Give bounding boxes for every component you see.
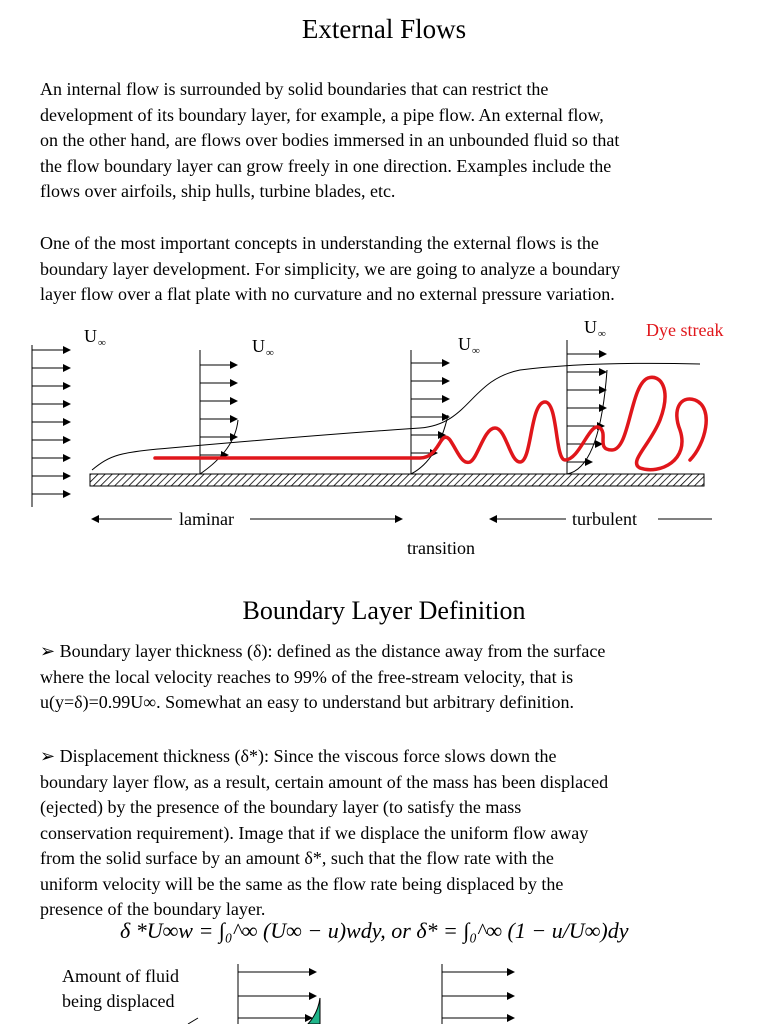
- displaced-area-shade: [308, 998, 320, 1024]
- section-title: Boundary Layer Definition: [242, 596, 526, 625]
- laminar-label: laminar: [179, 509, 234, 529]
- inflow-profile: [32, 345, 70, 507]
- velocity-profile-right: [442, 964, 514, 1024]
- u-inf-label-4: $U_\infty$: [584, 317, 606, 340]
- displacement-thickness-definition: ➢ Displacement thickness (δ*): Since the viscous force slows down the boundary layer flow, as a result, certain amount of the mass has been displaced (ejected) by the presence of the boundary layer (to satisfy the mass conservation requirement). Image that if we displace the uniform flow away from the solid surface by an amount δ*, such that the flow rate with the uniform velocity will be the same as the flow rate being displaced by the presence of the boundary layer.: [40, 746, 609, 919]
- page-title: External Flows: [301, 14, 467, 44]
- intro-paragraph: An internal flow is surrounded by solid boundaries that can restrict the development of its boundary layer, for example, a pipe flow. An external flow, on the other hand, are flows over bodies immersed in an unbounded fluid so that the flow boundary layer can grow freely in one direction. Examples include the flows over airfoils, ship hulls, turbine blades, etc.: [40, 79, 620, 201]
- dye-streak-label: Dye streak: [646, 320, 724, 340]
- laminar-profile: [200, 350, 238, 474]
- u-inf-label-1: $U_\infty$: [84, 326, 106, 349]
- turbulent-label: turbulent: [572, 509, 637, 529]
- transition-label: transition: [407, 538, 475, 558]
- concept-paragraph: One of the most important concepts in understanding the external flows is the boundary layer development. For simplicity, we are going to analyze a boundary layer flow over a flat plate with no curvature and no external pressure variation.: [40, 233, 621, 304]
- displacement-sketch: [0, 958, 768, 1024]
- pointer-line: [188, 1018, 198, 1024]
- u-inf-label-3: $U_\infty$: [458, 334, 480, 357]
- displaced-fluid-note: Amount of fluid being displaced: [62, 966, 179, 1011]
- displacement-equation: δ *U∞w = ∫₀^∞ (U∞ − u)wdy, or δ* = ∫₀^∞ (1 − u/U∞)dy: [120, 918, 629, 943]
- boundary-layer-edge: [92, 363, 700, 470]
- flat-plate: [90, 474, 704, 486]
- boundary-layer-diagram: [0, 310, 768, 570]
- velocity-profile-left: [238, 964, 316, 1024]
- u-inf-label-2: $U_\infty$: [252, 336, 274, 359]
- boundary-thickness-definition: ➢ Boundary layer thickness (δ): defined as the distance away from the surface where the local velocity reaches to 99% of the free-stream velocity, that is u(y=δ)=0.99U∞. Somewhat an easy to understand but arbitrary definition.: [40, 641, 606, 712]
